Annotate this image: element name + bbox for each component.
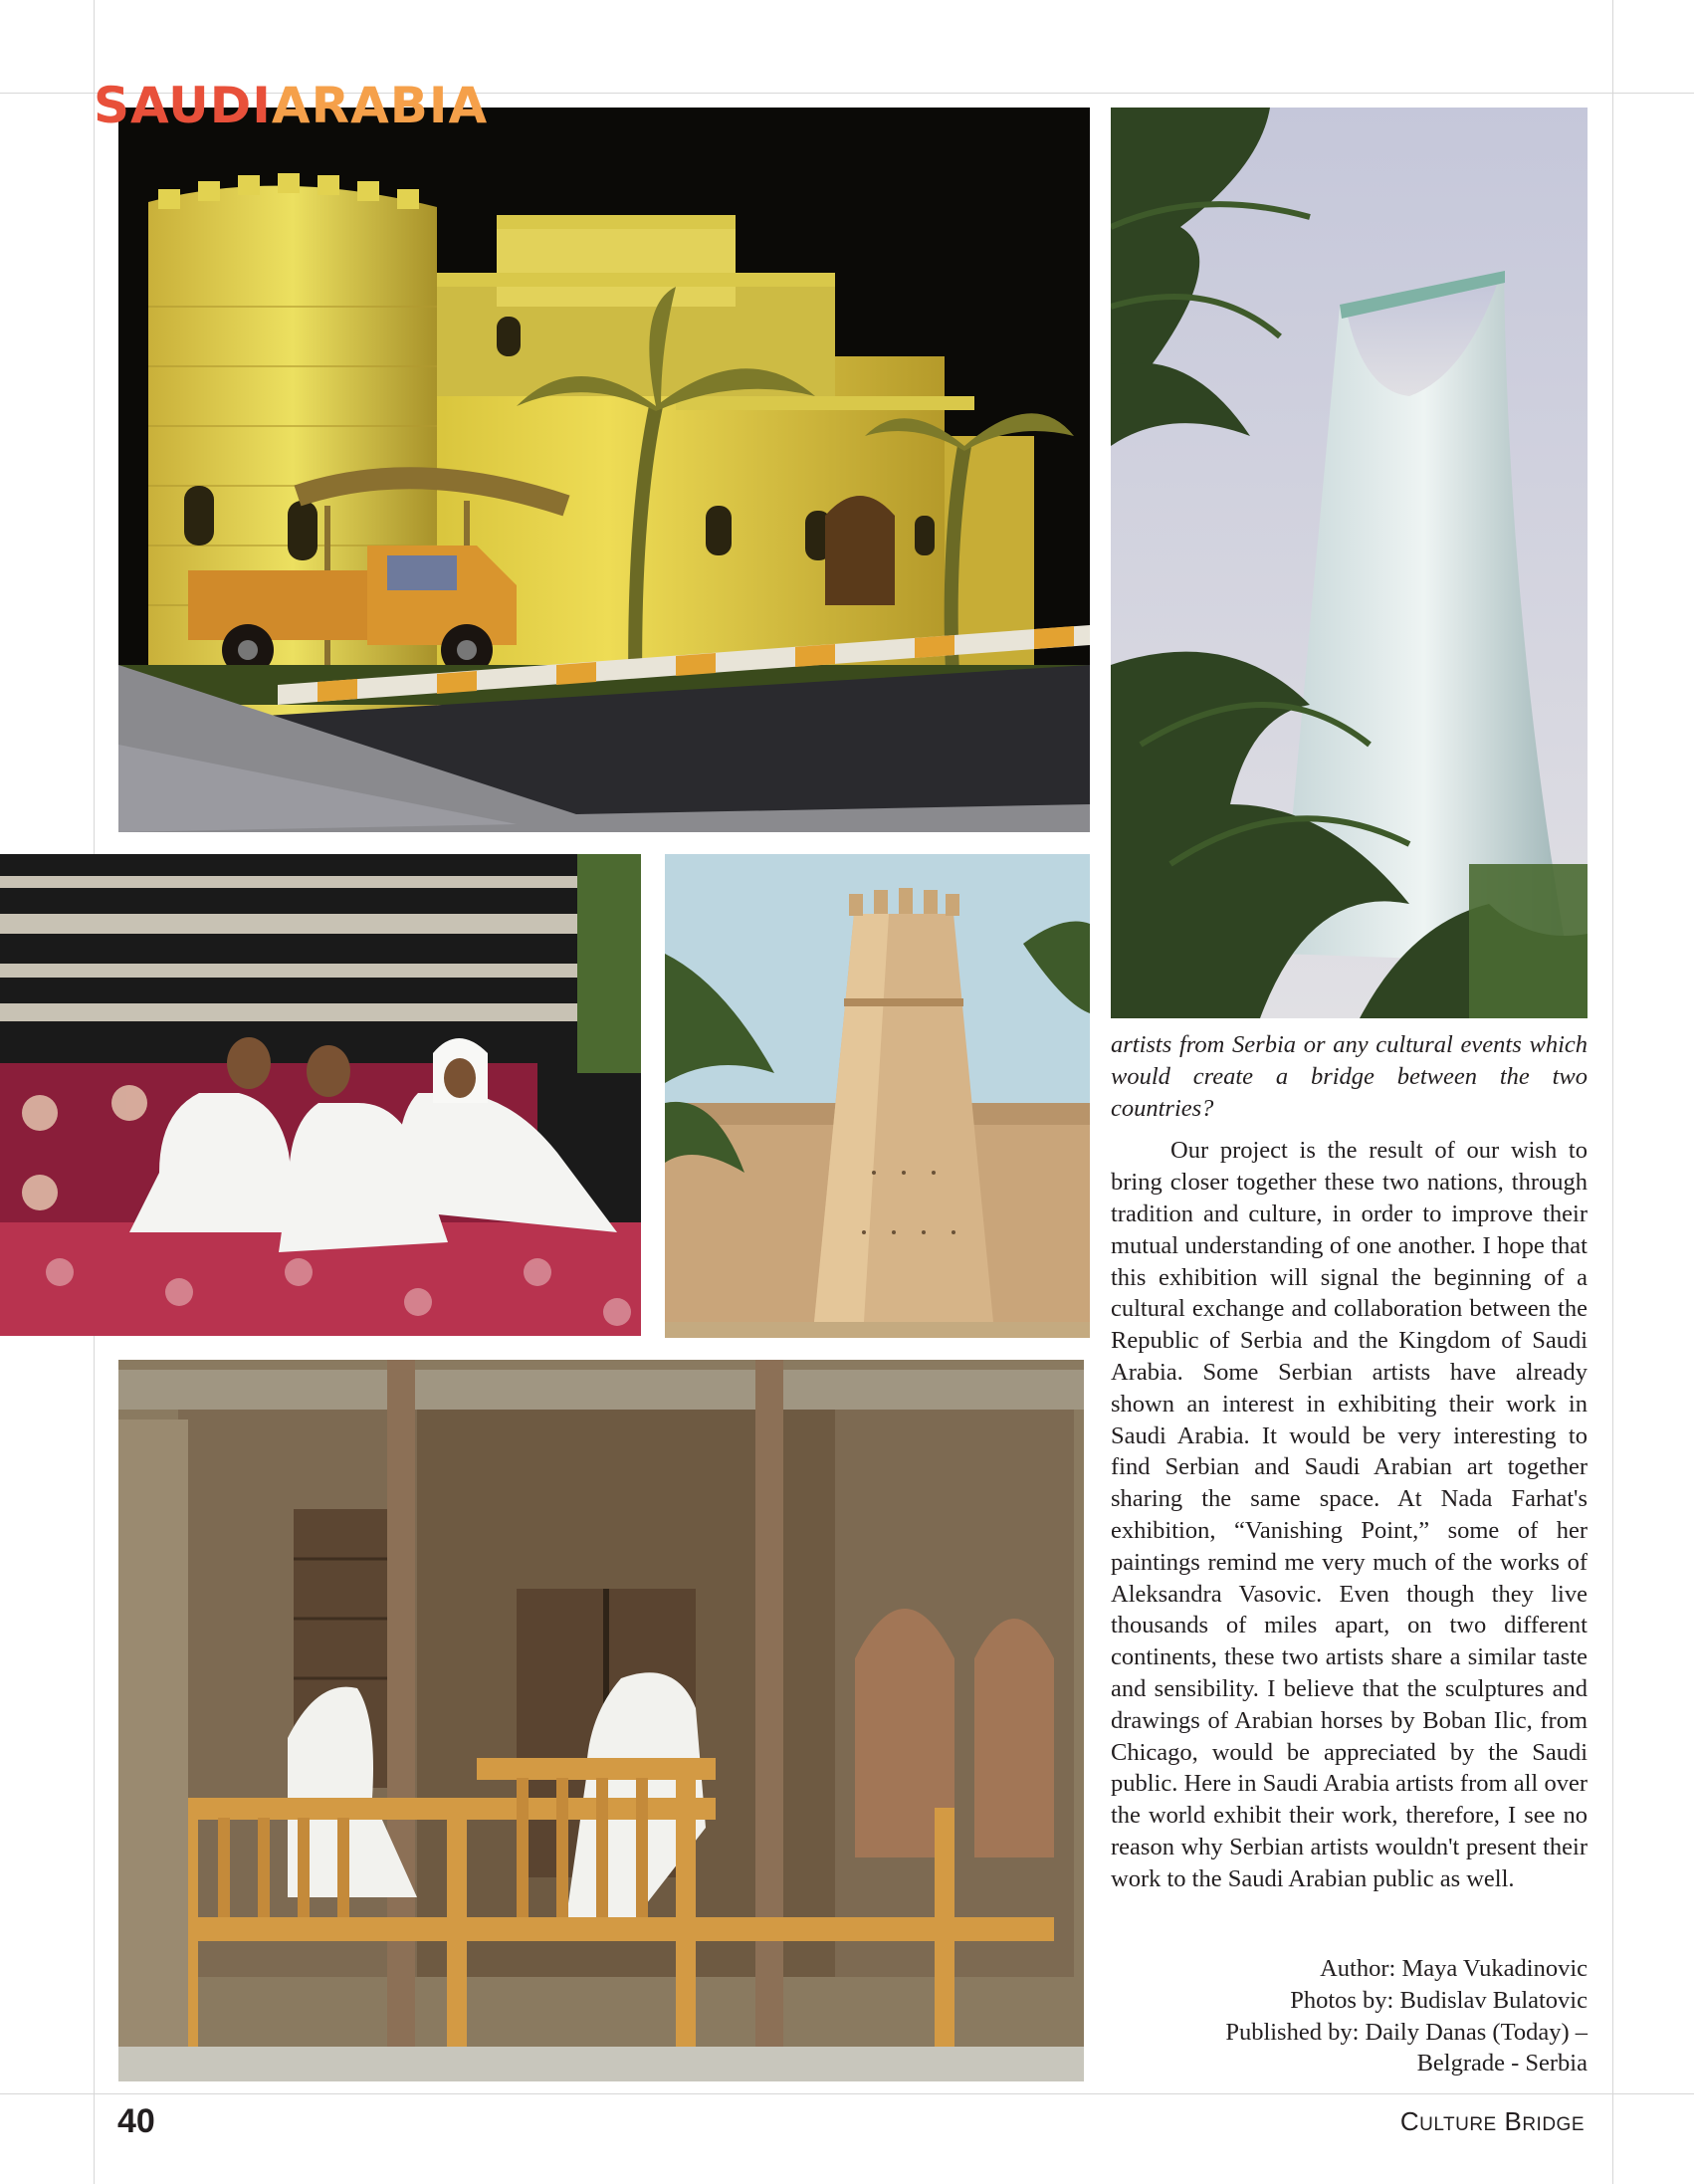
article-credits [1111, 1953, 1588, 2079]
men-porch-photo [118, 1360, 1084, 2081]
section-title-arabia: ARABIA [271, 77, 489, 134]
credit-author: Author: Maya Vukadinovic [1320, 1955, 1588, 1982]
magazine-name-ulture: ULTURE [1419, 2114, 1497, 2135]
castle-night-photo [118, 108, 1090, 832]
mud-tower-image [665, 854, 1090, 1338]
page-number: 40 [117, 2102, 155, 2140]
men-porch-image [118, 1360, 1084, 2081]
boys-tent-photo [0, 854, 641, 1336]
magazine-name-b: B [1504, 2106, 1523, 2136]
mud-tower-photo [665, 854, 1090, 1338]
section-title-saudi: SAUDI [94, 77, 272, 134]
boys-tent-image [0, 854, 641, 1336]
article-body [1111, 1029, 1588, 1895]
magazine-name-c: C [1399, 2106, 1420, 2136]
interview-answer: Our project is the result of our wish to bring closer together these two nations, through tradition and culture, in order to improve their mutual understanding of one another. I hope that this exhibition will signal the beginning of a cultural exchange and collaboration between the Republic of Serbia and the Kingdom of Saudi Arabia. Some Serbian artists have already shown an interest in exhibiting their work in Saudi Arabia. It would be very interesting to find Serbian and Saudi Arabian art together sharing the same space. At Nada Farhat's exhibition, “Vanishing Point,” some of her paintings remind me very much of the works of Aleksandra Vasovic. Even though they live thousands of miles apart, on two different continents, these two artists share a similar taste and sensibility. I believe that the sculptures and drawings of Arabian horses by Boban Ilic, from Chicago, would be appreciated by the Saudi public. Here in Saudi Arabia artists from all over the world exhibit their work, therefore, I see no reason why Serbian artists wouldn't present their work to the Saudi Arabian public as well. [1111, 1137, 1588, 1892]
credit-photos: Photos by: Budislav Bulatovic [1290, 1986, 1588, 2014]
margin-guide-right [1612, 0, 1613, 2184]
kingdom-tower-photo [1111, 108, 1588, 1018]
castle-night-image [118, 108, 1090, 832]
interview-question-end: artists from Serbia or any cultural events which would create a bridge between the two countries? [1111, 1031, 1588, 1122]
credit-location: Belgrade - Serbia [1416, 2050, 1588, 2077]
magazine-name [1400, 2106, 1585, 2137]
section-title [94, 78, 488, 133]
credit-publisher: Published by: Daily Danas (Today) – [1225, 2018, 1588, 2046]
magazine-name-ridge: RIDGE [1522, 2114, 1585, 2135]
kingdom-tower-image [1111, 108, 1588, 1018]
margin-guide-bottom [0, 2093, 1694, 2094]
